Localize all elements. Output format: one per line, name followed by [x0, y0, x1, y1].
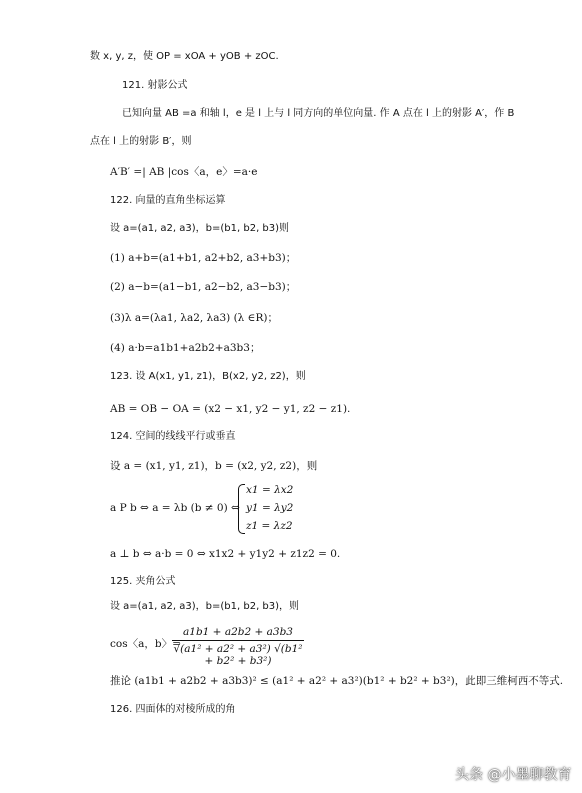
system-brace [238, 484, 245, 534]
s124-parallel: a P b ⇔ a = λb (b ≠ 0) ⇔ [110, 502, 240, 514]
s121-text1: 已知向量 AB =a 和轴 l，e 是 l 上与 l 同方向的单位向量. 作 A 点在 l 上的射影 A′，作 B [122, 108, 515, 119]
s124-perp: a ⊥ b ⇔ a·b = 0 ⇔ x1x2 + y1y2 + z1z2 = 0. [110, 548, 341, 560]
s125-inequality: 推论 (a1b1 + a2b2 + a3b3)² ≤ (a1² + a2² + a3²)(b1² + b2² + b3²)，此即三维柯西不等式. [110, 675, 564, 687]
s126-title: 126. 四面体的对棱所成的角 [110, 704, 236, 715]
s123-line2: AB = OB − OA = (x2 − x1, y2 − y1, z2 − z1). [110, 403, 351, 415]
cos-fraction [172, 626, 304, 667]
watermark: 头条 @小墨聊教育 [455, 767, 572, 783]
s121-text2: 点在 l 上的射影 B′，则 [90, 136, 192, 147]
cos-numerator: a1b1 + a2b2 + a3b3 [172, 626, 304, 641]
s124-system-1: x1 = λx2 [246, 484, 294, 496]
s123-line1: 123. 设 A(x1, y1, z1)，B(x2, y2, z2)，则 [110, 371, 306, 382]
s124-title: 124. 空间的线线平行或垂直 [110, 431, 236, 442]
s122-formula-2: (2) a−b=(a1−b1, a2−b2, a3−b3)； [110, 281, 297, 293]
line-top: 数 x, y, z，使 OP = xOA + yOB + zOC. [90, 51, 279, 62]
s125-title: 125. 夹角公式 [110, 576, 176, 587]
s125-given: 设 a=(a1, a2, a3)，b=(b1, b2, b3)，则 [110, 601, 300, 612]
s122-formula-1: (1) a+b=(a1+b1, a2+b2, a3+b3)； [110, 252, 297, 264]
s124-given: 设 a = (x1, y1, z1)，b = (x2, y2, z2)，则 [110, 460, 318, 472]
s121-formula: A′B′ =| AB |cos〈a，e〉=a·e [110, 166, 258, 178]
s122-formula-4: (4) a·b=a1b1+a2b2+a3b3； [110, 342, 261, 354]
s124-system-3: z1 = λz2 [246, 520, 293, 532]
s122-title: 122. 向量的直角坐标运算 [110, 195, 226, 206]
s121-title: 121. 射影公式 [122, 80, 188, 91]
s124-system-2: y1 = λy2 [246, 502, 294, 514]
s125-cos-label: cos〈a，b〉= [110, 638, 181, 650]
s122-given: 设 a=(a1, a2, a3)，b=(b1, b2, b3)则 [110, 223, 290, 234]
cos-denominator: √(a1² + a2² + a3²) √(b1² + b2² + b3²) [173, 643, 303, 667]
s122-formula-3: (3)λ a=(λa1, λa2, λa3) (λ ∈R)； [110, 312, 278, 324]
